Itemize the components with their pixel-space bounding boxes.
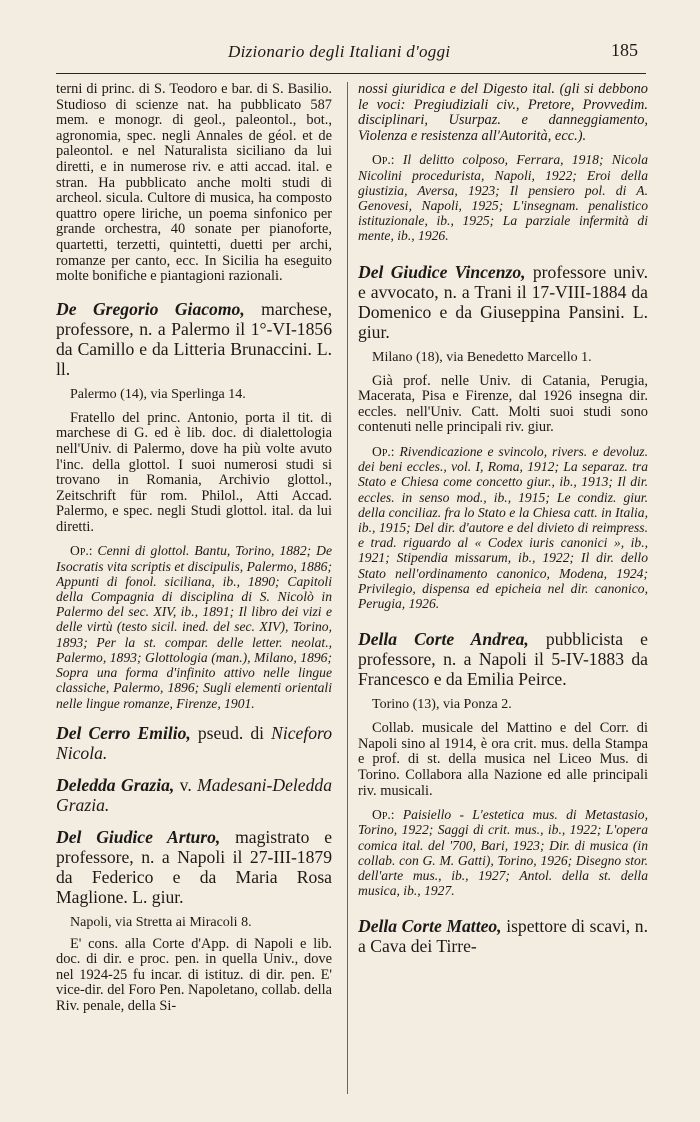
entry-name: Della Corte Matteo, — [358, 916, 502, 937]
works-label: Op.: — [70, 543, 93, 559]
entry-address: Milano (18), via Benedetto Marcello 1. — [372, 349, 592, 365]
entry-heading-del-giudice-vincenzo — [358, 262, 648, 342]
works-list: Rivendicazione e svincolo, rivers. e devoluz. dei beni eccles., vol. I, Roma, 1912; La separaz. tra Stato e Chiesa come concetto giur., ib., 1913; Il dir. eccles. in senso mod., ib., 1915; Le condiz. giur. della conciliaz. fra lo Stato e la Chiesa catt. in Italia, ib., 1915; Del dir. d'autore e del divieto di reimpress. e trad. riguardo al « Codex iuris canonici », ib., 1921; Stipendia missarum, ib., 1922; Il dir. dello Stato nell'ordinamento canonico, Modena, 1924; Privilegio, dispensa ed epicheia nel dir. canonico, Perugia, 1926. — [358, 443, 648, 611]
continued-entry-text: terni di princ. di S. Teodoro e bar. di S. Basilio. Studioso di scienze nat. ha pubblicato 587 mem. e monogr. di geol., paleontol., bot., agronomia, spec. negli Annales de géol. et de paleontol. e nel Naturalista siciliano da lui diretti, e in numerose riv. e atti accad. ital. e stran. Ha pubblicato anche molti studi di archeol. sicula. Cultore di musica, ha composto quattro opere liriche, un poema sinfonico per grande orchestra, 40 sonate per pianoforte, quartetti, terzetti, quintetti, duetti per archi, romanze per canto, ecc. In Sicilia ha eseguito molte bonifiche e piantagioni razionali. — [56, 82, 332, 285]
entry-cross-reference: Niceforo Nicola. — [56, 722, 332, 763]
entry-heading-del-giudice-arturo — [56, 827, 332, 907]
entry-works — [358, 152, 648, 243]
entry-address: Napoli, via Stretta ai Miracoli 8. — [70, 914, 252, 930]
works-list: Paisiello - L'estetica mus. di Metastasio, Torino, 1922; Saggi di crit. mus., ib., 1922; L'opera comica ital. del '700, Bari, 1923; Dir. di musica (in collab. con G. M. Gatti), Torino, 1926; Disegno stor. dell'arte mus., ib., 1927; Antol. della st. della musica, ib., 1927. — [358, 807, 648, 899]
entry-name: Del Giudice Vincenzo, — [358, 261, 526, 282]
left-column — [56, 82, 332, 1102]
entry-name: De Gregorio Giacomo, — [56, 298, 245, 319]
entry-works — [358, 807, 648, 898]
continued-entry-text: nossi giuridica e del Digesto ital. (gli si debbono le voci: Pregiudiziali civ., Pretore, Provvedim. disciplinari, Usurpaz. e danneggiamento, Violenza e resistenza all'Autorità, ecc.). — [358, 82, 648, 144]
entry-works — [358, 444, 648, 611]
entry-description: magistrato e professore, n. a Napoli il 27-III-1879 da Federico e da Maria Rosa Maglione. L. giur. — [56, 826, 332, 907]
entry-description: pubblicista e professore, n. a Napoli il 5-IV-1883 da Francesco e da Emilia Peirce. — [358, 629, 648, 690]
entry-address: Torino (13), via Ponza 2. — [372, 697, 512, 713]
entry-description: marchese, professore, n. a Palermo il 1°-VI-1856 da Camillo e da Litteria Brunaccini. L. ll. — [56, 298, 332, 379]
entry-works — [56, 543, 332, 710]
entry-cross-reference: Madesani-Deledda Grazia. — [56, 774, 332, 815]
entry-biography: Già prof. nelle Univ. di Catania, Perugia, Macerata, Pisa e Firenze, dal 1926 insegna dir. eccles. nell'Univ. Catt. Molti suoi studi sono contenuti nelle principali riv. giur. — [358, 372, 648, 436]
running-title: Dizionario degli Italiani d'oggi — [228, 42, 451, 61]
entry-heading-del-cerro — [56, 723, 332, 763]
right-column — [358, 82, 648, 1102]
works-label: Op.: — [372, 807, 395, 823]
works-label: Op.: — [372, 443, 395, 459]
entry-heading-della-corte-andrea — [358, 629, 648, 689]
entry-description: v. — [174, 774, 198, 795]
works-label: Op.: — [372, 152, 395, 168]
works-list: Il delitto colposo, Ferrara, 1918; Nicola Nicolini procedurista, Napoli, 1922; Eroi della giustizia, Aversa, 1923; Il pensiero pol. di A. Genovesi, Napoli, 1925; L'insegnam. penalistico istituzionale, ib., 1925; La parziale infermità di mente, ib., 1926. — [358, 152, 648, 244]
page-number: 185 — [611, 40, 638, 60]
running-head — [60, 38, 640, 66]
entry-name: Del Giudice Arturo, — [56, 826, 221, 847]
entry-description: pseud. di — [190, 722, 272, 743]
entry-address: Palermo (14), via Sperlinga 14. — [70, 386, 246, 402]
works-list: Cenni di glottol. Bantu, Torino, 1882; De Isocratis vita scriptis et discipulis, Palermo, 1886; Appunti di fonol. siciliana, ib., 1890; Capitoli della Compagnia di disciplina di S. Nicolò in Palermo del sec. XIV, ib., 1891; Il libro dei vizi e delle virtù (testo sicil. ined. del sec. XIV), Torino, 1893; Per la st. compar. delle letter. neolat., Palermo, 1893; Glottologia (man.), Milano, 1896; Sopra una forma d'infinito attivo nelle lingue classiche, Palermo, 1896; Sugli elementi orientali nelle lingue romanze, Firenze, 1901. — [56, 543, 332, 711]
entry-biography: Fratello del princ. Antonio, porta il tit. di marchese di G. ed è lib. doc. di dialettologia nell'Univ. di Palermo, dove ha più volte avuto l'inc. della glottol. I suoi numerosi studi si trovano in Romania, Archivio glottol., Zeitschrift für rom. Philol., Atti Accad. Palermo, e spec. negli Studi glottol. ital. da lui diretti. — [56, 409, 332, 535]
entry-description: professore univ. e avvocato, n. a Trani il 17-VIII-1884 da Domenico e da Giuseppina Pansini. L. giur. — [358, 261, 648, 342]
entry-heading-de-gregorio — [56, 299, 332, 379]
entry-heading-deledda — [56, 775, 332, 815]
entry-heading-della-corte-matteo — [358, 916, 648, 956]
column-divider — [347, 82, 348, 1094]
entry-name: Deledda Grazia, — [56, 774, 175, 795]
entry-biography: Collab. musicale del Mattino e del Corr. di Napoli sino al 1914, è ora crit. mus. della Stampa e prof. di st. della musica nel Liceo Mus. di Torino. Collabora alla Nazione ed alle principali riv. musicali. — [358, 720, 648, 799]
header-rule — [56, 73, 646, 74]
entry-biography: E' cons. alla Corte d'App. di Napoli e lib. doc. di dir. e proc. pen. in quella Univ., dove nel 1924-25 fu incar. di istituz. di dir. pen. E' vice-dir. del Foro Pen. Napoletano, collab. della Riv. penale, della Si- — [56, 935, 332, 1015]
entry-name: Del Cerro Emilio, — [56, 722, 191, 743]
entry-name: Della Corte Andrea, — [358, 629, 529, 650]
entry-description: ispettore di scavi, n. a Cava dei Tirre- — [358, 916, 648, 957]
